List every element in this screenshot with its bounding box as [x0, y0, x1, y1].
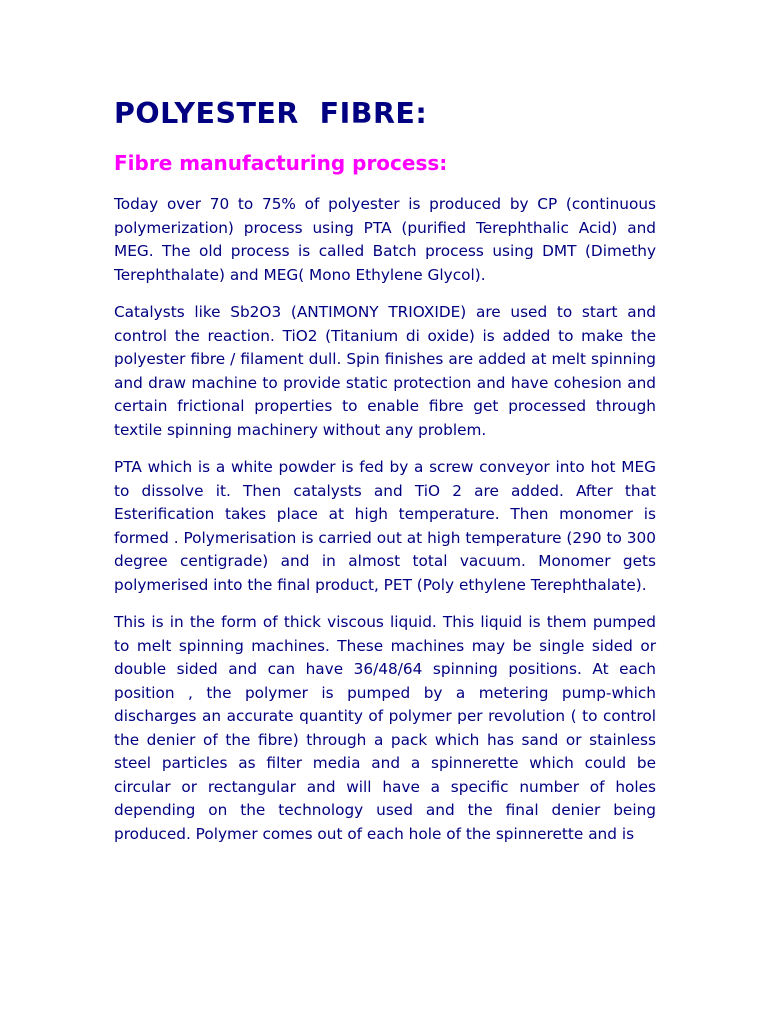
section-heading: Fibre manufacturing process:: [114, 151, 448, 175]
paragraph-production-overview: Today over 70 to 75% of polyester is produced by CP (continuous polymerization) process using PTA (purified Terephthalic Acid) and MEG. The old process is called Batch process using DMT (Dimethy Terephthalate) and MEG( Mono Ethylene Glycol).: [114, 195, 656, 284]
paragraph-polymerisation: PTA which is a white powder is fed by a screw conveyor into hot MEG to dissolve it. Then catalysts and TiO 2 are added. After that Esterification takes place at high temperature. Then monomer is formed . Polymerisation is carried out at high temperature (290 to 300 degree centigrade) and in almost total vacuum. Monomer gets polymerised into the final product, PET (Poly ethylene Terephthalate).: [114, 458, 656, 594]
paragraph-melt-spinning: This is in the form of thick viscous liquid. This liquid is them pumped to melt spinning machines. These machines may be single sided or double sided and can have 36/48/64 spinning positions. At each position , the polymer is pumped by a metering pump-which discharges an accurate quantity of polymer per revolution ( to control the denier of the fibre) through a pack which has sand or stainless steel particles as filter media and a spinnerette which could be circular or rectangular and will have a specific number of holes depending on the technology used and the final denier being produced. Polymer comes out of each hole of the spinnerette and is: [114, 613, 656, 843]
document-title: POLYESTER FIBRE:: [114, 97, 428, 130]
paragraph-catalysts: Catalysts like Sb2O3 (ANTIMONY TRIOXIDE) are used to start and control the reaction. TiO2 (Titanium di oxide) is added to make the polyester fibre / filament dull. Spin finishes are added at melt spinning and draw machine to provide static protection and have cohesion and certain frictional properties to enable fibre get processed through textile spinning machinery without any problem.: [114, 303, 656, 439]
document-content: [114, 96, 656, 846]
